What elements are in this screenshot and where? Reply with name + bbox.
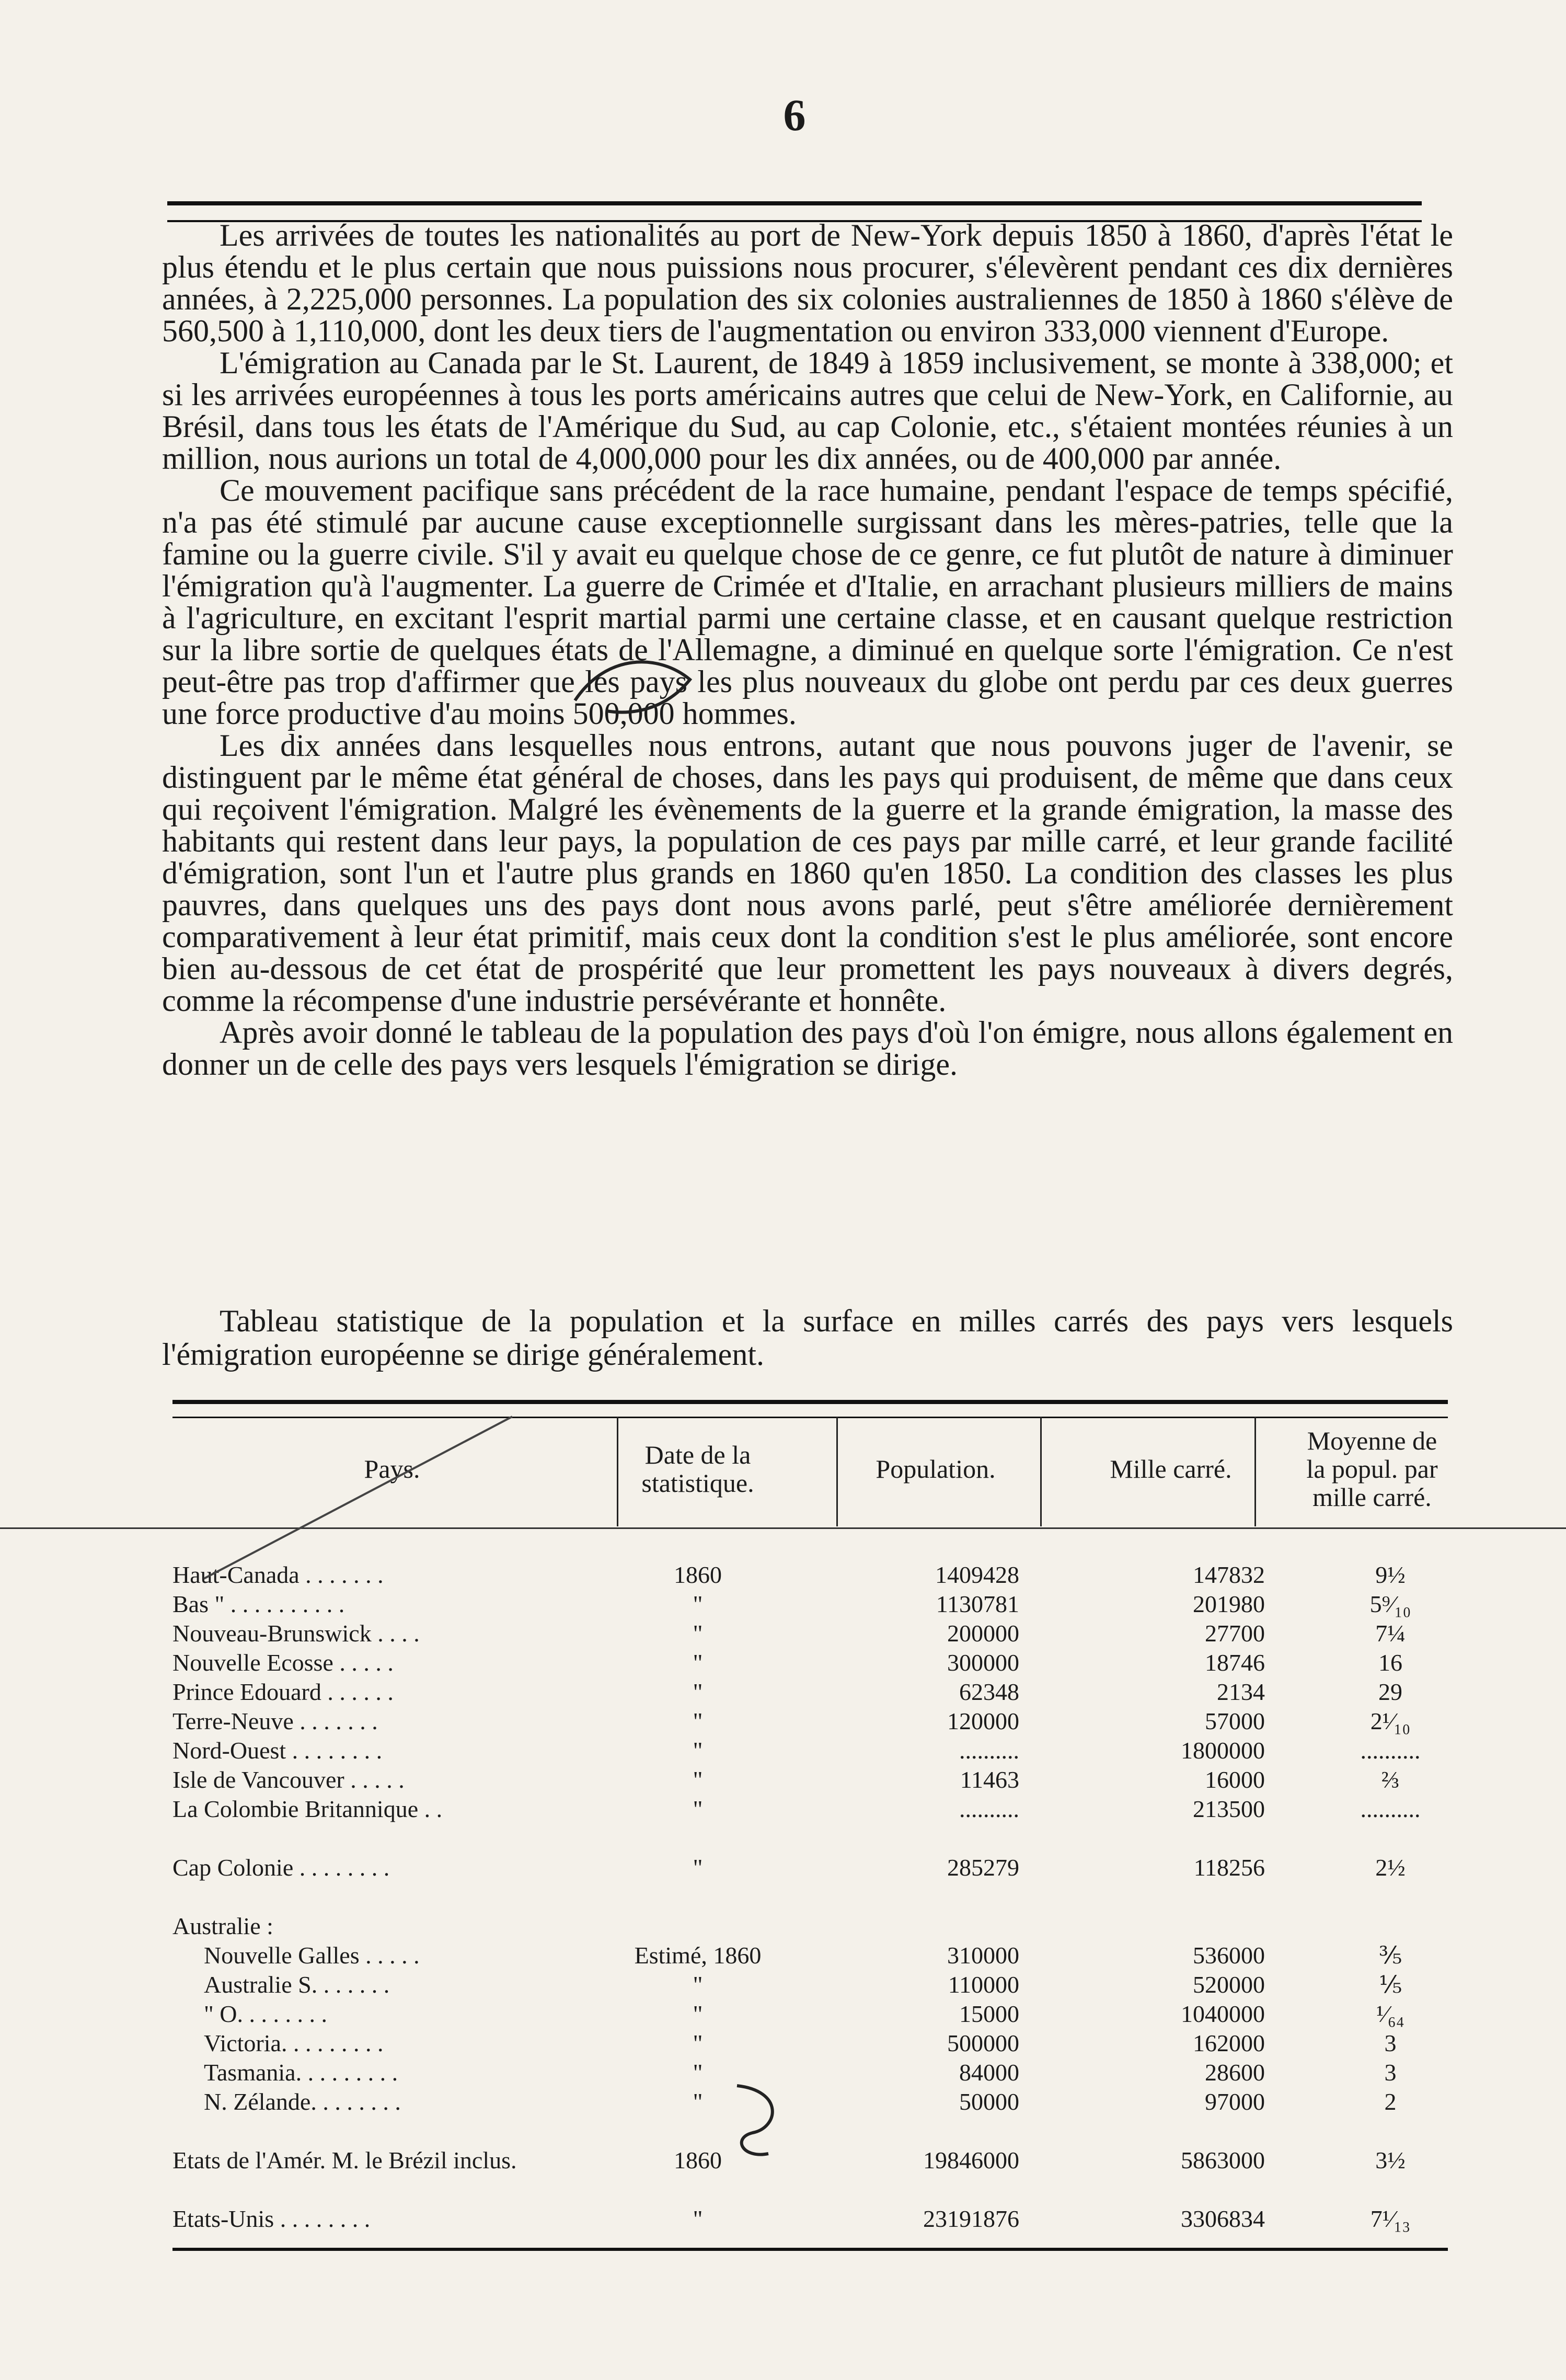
paragraph: Après avoir donné le tableau de la population des pays d'où l'on émigre, nous allons également en donner un de celle des pays vers lesquels l'émigration se dirige.: [162, 1015, 1453, 1082]
cell-date: [632, 1912, 763, 1941]
cell-population: 200000: [947, 1620, 1019, 1647]
cell-pays: Tasmania. . . . . . . . .: [204, 2059, 398, 2086]
cell-mille-carre: 3306834: [1181, 2205, 1265, 2232]
cell-pays: Australie S. . . . . . .: [204, 1971, 390, 1998]
table-row: [172, 1999, 1448, 2029]
body-text: [162, 220, 1453, 1080]
table-row: [172, 2146, 1448, 2175]
table-row: [172, 1970, 1448, 1999]
cell-moyenne: 2½: [1375, 1854, 1406, 1881]
cell-mille-carre: 28600: [1205, 2059, 1265, 2086]
cell-date: ": [693, 2088, 703, 2115]
table-caption: Tableau statistique de la population et la surface en milles carrés des pays vers lesquels l'émigration européenne se dirige généralement.: [162, 1304, 1453, 1372]
table-row: [172, 1677, 1448, 1707]
cell-mille-carre: 27700: [1205, 1620, 1265, 1647]
cell-pays: Etats-Unis . . . . . . . .: [172, 2205, 371, 2232]
cell-mille-carre: 2134: [1217, 1678, 1265, 1705]
cell-population: [852, 2117, 1019, 2146]
cell-population: 120000: [947, 1708, 1019, 1734]
cell-mille-carre: 1800000: [1181, 1737, 1265, 1764]
cell-date: ": [693, 1678, 703, 1705]
cell-pays: Haut-Canada . . . . . . .: [172, 1561, 384, 1588]
cell-pays: Nouvelle Galles . . . . .: [204, 1942, 420, 1969]
table-row: [172, 1619, 1448, 1648]
cell-pays: La Colombie Britannique . .: [172, 1796, 443, 1822]
cell-moyenne: ⅔: [1381, 1766, 1400, 1793]
cell-population: 1409428: [935, 1561, 1019, 1588]
cell-mille-carre: 118256: [1193, 1854, 1265, 1881]
cell-mille-carre: 162000: [1193, 2030, 1265, 2056]
cell-date: ": [693, 2000, 703, 2027]
table-row: [172, 1824, 1448, 1853]
table-row: [172, 2117, 1448, 2146]
cell-moyenne: [1322, 1912, 1458, 1941]
table-row: [172, 2204, 1448, 2234]
table-row: [172, 1941, 1448, 1970]
table-row: [172, 2029, 1448, 2058]
cell-moyenne: [1322, 1824, 1458, 1853]
cell-moyenne: ..........: [1360, 1796, 1421, 1822]
pen-mark-loop: [721, 2075, 794, 2169]
cell-population: 310000: [947, 1942, 1019, 1969]
cell-population: ..........: [959, 1737, 1019, 1764]
cell-mille-carre: 16000: [1205, 1766, 1265, 1793]
cell-moyenne: ⅕: [1378, 1971, 1402, 1998]
cell-moyenne: 3: [1384, 2059, 1397, 2086]
cell-moyenne: ⅗: [1378, 1942, 1402, 1969]
cell-mille-carre: [1092, 1882, 1265, 1912]
cell-moyenne: 2¹⁄₁₀: [1370, 1708, 1411, 1734]
cell-date: 1860: [674, 1561, 722, 1588]
cell-population: 15000: [959, 2000, 1019, 2027]
cell-population: 23191876: [923, 2205, 1019, 2232]
cell-mille-carre: 536000: [1193, 1942, 1265, 1969]
cell-mille-carre: 97000: [1205, 2088, 1265, 2115]
cell-date: ": [693, 1591, 703, 1617]
cell-moyenne: 3: [1384, 2030, 1397, 2056]
cell-population: [852, 1912, 1019, 1941]
cell-pays: Bas " . . . . . . . . . .: [172, 1591, 345, 1617]
cell-date: ": [693, 1854, 703, 1881]
table-row: [172, 1912, 1448, 1941]
cell-population: 110000: [948, 1971, 1019, 1998]
table-row: [172, 1765, 1448, 1795]
cell-date: 1860: [674, 2147, 722, 2174]
cell-mille-carre: 213500: [1193, 1796, 1265, 1822]
cell-pays: Prince Edouard . . . . . .: [172, 1678, 394, 1705]
cell-date: ": [693, 1796, 703, 1822]
cell-mille-carre: [1092, 2175, 1265, 2204]
table-row: [172, 1648, 1448, 1677]
cell-pays: Nouvelle Ecosse . . . . .: [172, 1649, 394, 1676]
table-row: [172, 2058, 1448, 2087]
column-divider: [1254, 1417, 1256, 1526]
cell-mille-carre: 201980: [1193, 1591, 1265, 1617]
cell-mille-carre: 57000: [1205, 1708, 1265, 1734]
cell-population: 19846000: [923, 2147, 1019, 2174]
header-moyenne: Moyenne de la popul. par mille carré.: [1306, 1426, 1438, 1512]
cell-moyenne: 16: [1378, 1649, 1402, 1676]
cell-pays: N. Zélande. . . . . . . .: [204, 2088, 401, 2115]
column-divider: [836, 1417, 838, 1526]
cell-date: ": [693, 1737, 703, 1764]
cell-pays: Victoria. . . . . . . . .: [204, 2030, 384, 2056]
cell-date: ": [693, 2059, 703, 2086]
cell-population: 285279: [947, 1854, 1019, 1881]
page-number: 6: [783, 90, 806, 140]
cell-population: 84000: [959, 2059, 1019, 2086]
cell-date: ": [693, 1649, 703, 1676]
cell-mille-carre: 5863000: [1181, 2147, 1265, 2174]
cell-moyenne: 2: [1384, 2088, 1397, 2115]
table-row: [172, 1736, 1448, 1765]
table-row: [172, 1853, 1448, 1882]
table-row: [172, 1795, 1448, 1824]
pen-diagonal-line: [172, 1411, 538, 1584]
table-row: [172, 1882, 1448, 1912]
cell-date: [632, 1824, 763, 1853]
cell-mille-carre: 520000: [1193, 1971, 1265, 1998]
cell-population: [852, 2175, 1019, 2204]
cell-moyenne: 3½: [1375, 2147, 1406, 2174]
paragraph: Les arrivées de toutes les nationalités au port de New-York depuis 1850 à 1860, d'après l'état le plus étendu et le plus certain que nous puissions nous procurer, s'élevèrent pendant ces dix dernières années, à 2,225,000 personnes. La population des six colonies australiennes de 1850 à 1860 s'élève de 560,500 à 1,110,000, dont les deux tiers de l'augmentation ou environ 333,000 viennent d'Europe.: [162, 218, 1453, 348]
table-row: [172, 2175, 1448, 2204]
column-divider: [1040, 1417, 1042, 1526]
table-row: [172, 2087, 1448, 2117]
header-date: Date de la statistique.: [641, 1440, 754, 1498]
pen-mark-curve: [565, 643, 700, 727]
table-row: [172, 1707, 1448, 1736]
cell-pays: Terre-Neuve . . . . . . .: [172, 1708, 378, 1734]
cell-moyenne: 5⁹⁄₁₀: [1369, 1591, 1411, 1617]
cell-population: 300000: [947, 1649, 1019, 1676]
cell-pays: Cap Colonie . . . . . . . .: [172, 1854, 390, 1881]
cell-pays: Nord-Ouest . . . . . . . .: [172, 1737, 383, 1764]
cell-date: ": [693, 2030, 703, 2056]
cell-pays: Etats de l'Amér. M. le Brézil inclus.: [172, 2147, 517, 2174]
cell-population: ..........: [959, 1796, 1019, 1822]
cell-mille-carre: 18746: [1205, 1649, 1265, 1676]
cell-population: [852, 1882, 1019, 1912]
cell-mille-carre: 1040000: [1181, 2000, 1265, 2027]
cell-moyenne: [1322, 2175, 1458, 2204]
cell-mille-carre: [1092, 2117, 1265, 2146]
cell-population: 62348: [959, 1678, 1019, 1705]
header-pays: Pays.: [364, 1454, 420, 1484]
table-bottom-rule: [172, 2248, 1448, 2260]
header-population: Population.: [876, 1454, 996, 1484]
cell-date: [632, 2175, 763, 2204]
cell-population: 1130781: [936, 1591, 1019, 1617]
cell-mille-carre: 147832: [1193, 1561, 1265, 1588]
cell-population: [852, 1824, 1019, 1853]
cell-pays: Isle de Vancouver . . . . .: [172, 1766, 405, 1793]
cell-population: 50000: [959, 2088, 1019, 2115]
cell-pays: Nouveau-Brunswick . . . .: [172, 1620, 420, 1647]
cell-pays: Australie :: [172, 1913, 273, 1939]
cell-date: ": [693, 1766, 703, 1793]
cell-date: ": [693, 1708, 703, 1734]
cell-population: 11463: [960, 1766, 1019, 1793]
paragraph: Ce mouvement pacifique sans précédent de la race humaine, pendant l'espace de temps spécifié, n'a pas été stimulé par aucune cause exceptionnelle surgissant dans les mères-patries, telle que la famine ou la guerre civile. S'il y avait eu quelque chose de ce genre, ce fut plutôt de nature à diminuer l'émigration qu'à l'augmenter. La guerre de Crimée et d'Italie, en arrachant plusieurs milliers de mains à l'agriculture, en excitant l'esprit martial parmi une certaine classe, et en causant quelque restriction sur la libre sortie de quelques états de l'Allemagne, a diminué en quelque sorte l'émigration. Ce n'est peut-être pas trop d'affirmer que les pays les plus nouveaux du globe ont perdu par ces deux guerres une force productive d'au moins 500,000 hommes.: [162, 473, 1453, 731]
cell-moyenne: [1322, 2117, 1458, 2146]
cell-date: ": [693, 1971, 703, 1998]
cell-moyenne: 9½: [1375, 1561, 1406, 1588]
cell-moyenne: 7¹⁄₁₃: [1370, 2205, 1411, 2232]
cell-date: ": [693, 2205, 703, 2232]
paragraph: Les dix années dans lesquelles nous entrons, autant que nous pouvons juger de l'avenir, se distinguent par le même état général de choses, dans les pays qui produisent, de même que dans ceux qui reçoivent l'émigration. Malgré les évènements de la guerre et la grande émigration, la masse des habitants qui restent dans leur pays, la population de ces pays par mille carré, et leur grande facilité d'émigration, sont l'un et l'autre plus grands en 1860 qu'en 1850. La condition des classes les plus pauvres, dans quelques uns des pays dont nous avons parlé, peut s'être améliorée dernièrement comparativement à leur état primitif, mais ceux dont la condition s'est le plus améliorée, sont encore bien au-dessous de cet état de prospérité que leur promettent les pays nouveaux à divers degrés, comme la récompense d'une industrie persévérante et honnête.: [162, 728, 1453, 1018]
cell-moyenne: 7¼: [1375, 1620, 1406, 1647]
cell-mille-carre: [1092, 1824, 1265, 1853]
header-mille-carre: Mille carré.: [1110, 1454, 1232, 1484]
cell-mille-carre: [1092, 1912, 1265, 1941]
cell-date: Estimé, 1860: [634, 1942, 762, 1969]
cell-moyenne: 29: [1378, 1678, 1402, 1705]
cell-moyenne: [1322, 1882, 1458, 1912]
cell-moyenne: ¹⁄₆₄: [1376, 2000, 1404, 2027]
cell-date: ": [693, 1620, 703, 1647]
cell-pays: " O. . . . . . . .: [204, 2000, 327, 2027]
column-divider: [617, 1417, 618, 1526]
paragraph: L'émigration au Canada par le St. Laurent, de 1849 à 1859 inclusivement, se monte à 338,000; et si les arrivées européennes à tous les ports américains autres que celui de New-York, en Californie, au Brésil, dans tous les états de l'Amérique du Sud, au cap Colonie, etc., s'étaient montées réunies à un million, nous aurions un total de 4,000,000 pour les dix années, ou de 400,000 par année.: [162, 346, 1453, 476]
cell-moyenne: ..........: [1360, 1737, 1421, 1764]
cell-population: 500000: [947, 2030, 1019, 2056]
table-row: [172, 1590, 1448, 1619]
cell-date: [632, 1882, 763, 1912]
